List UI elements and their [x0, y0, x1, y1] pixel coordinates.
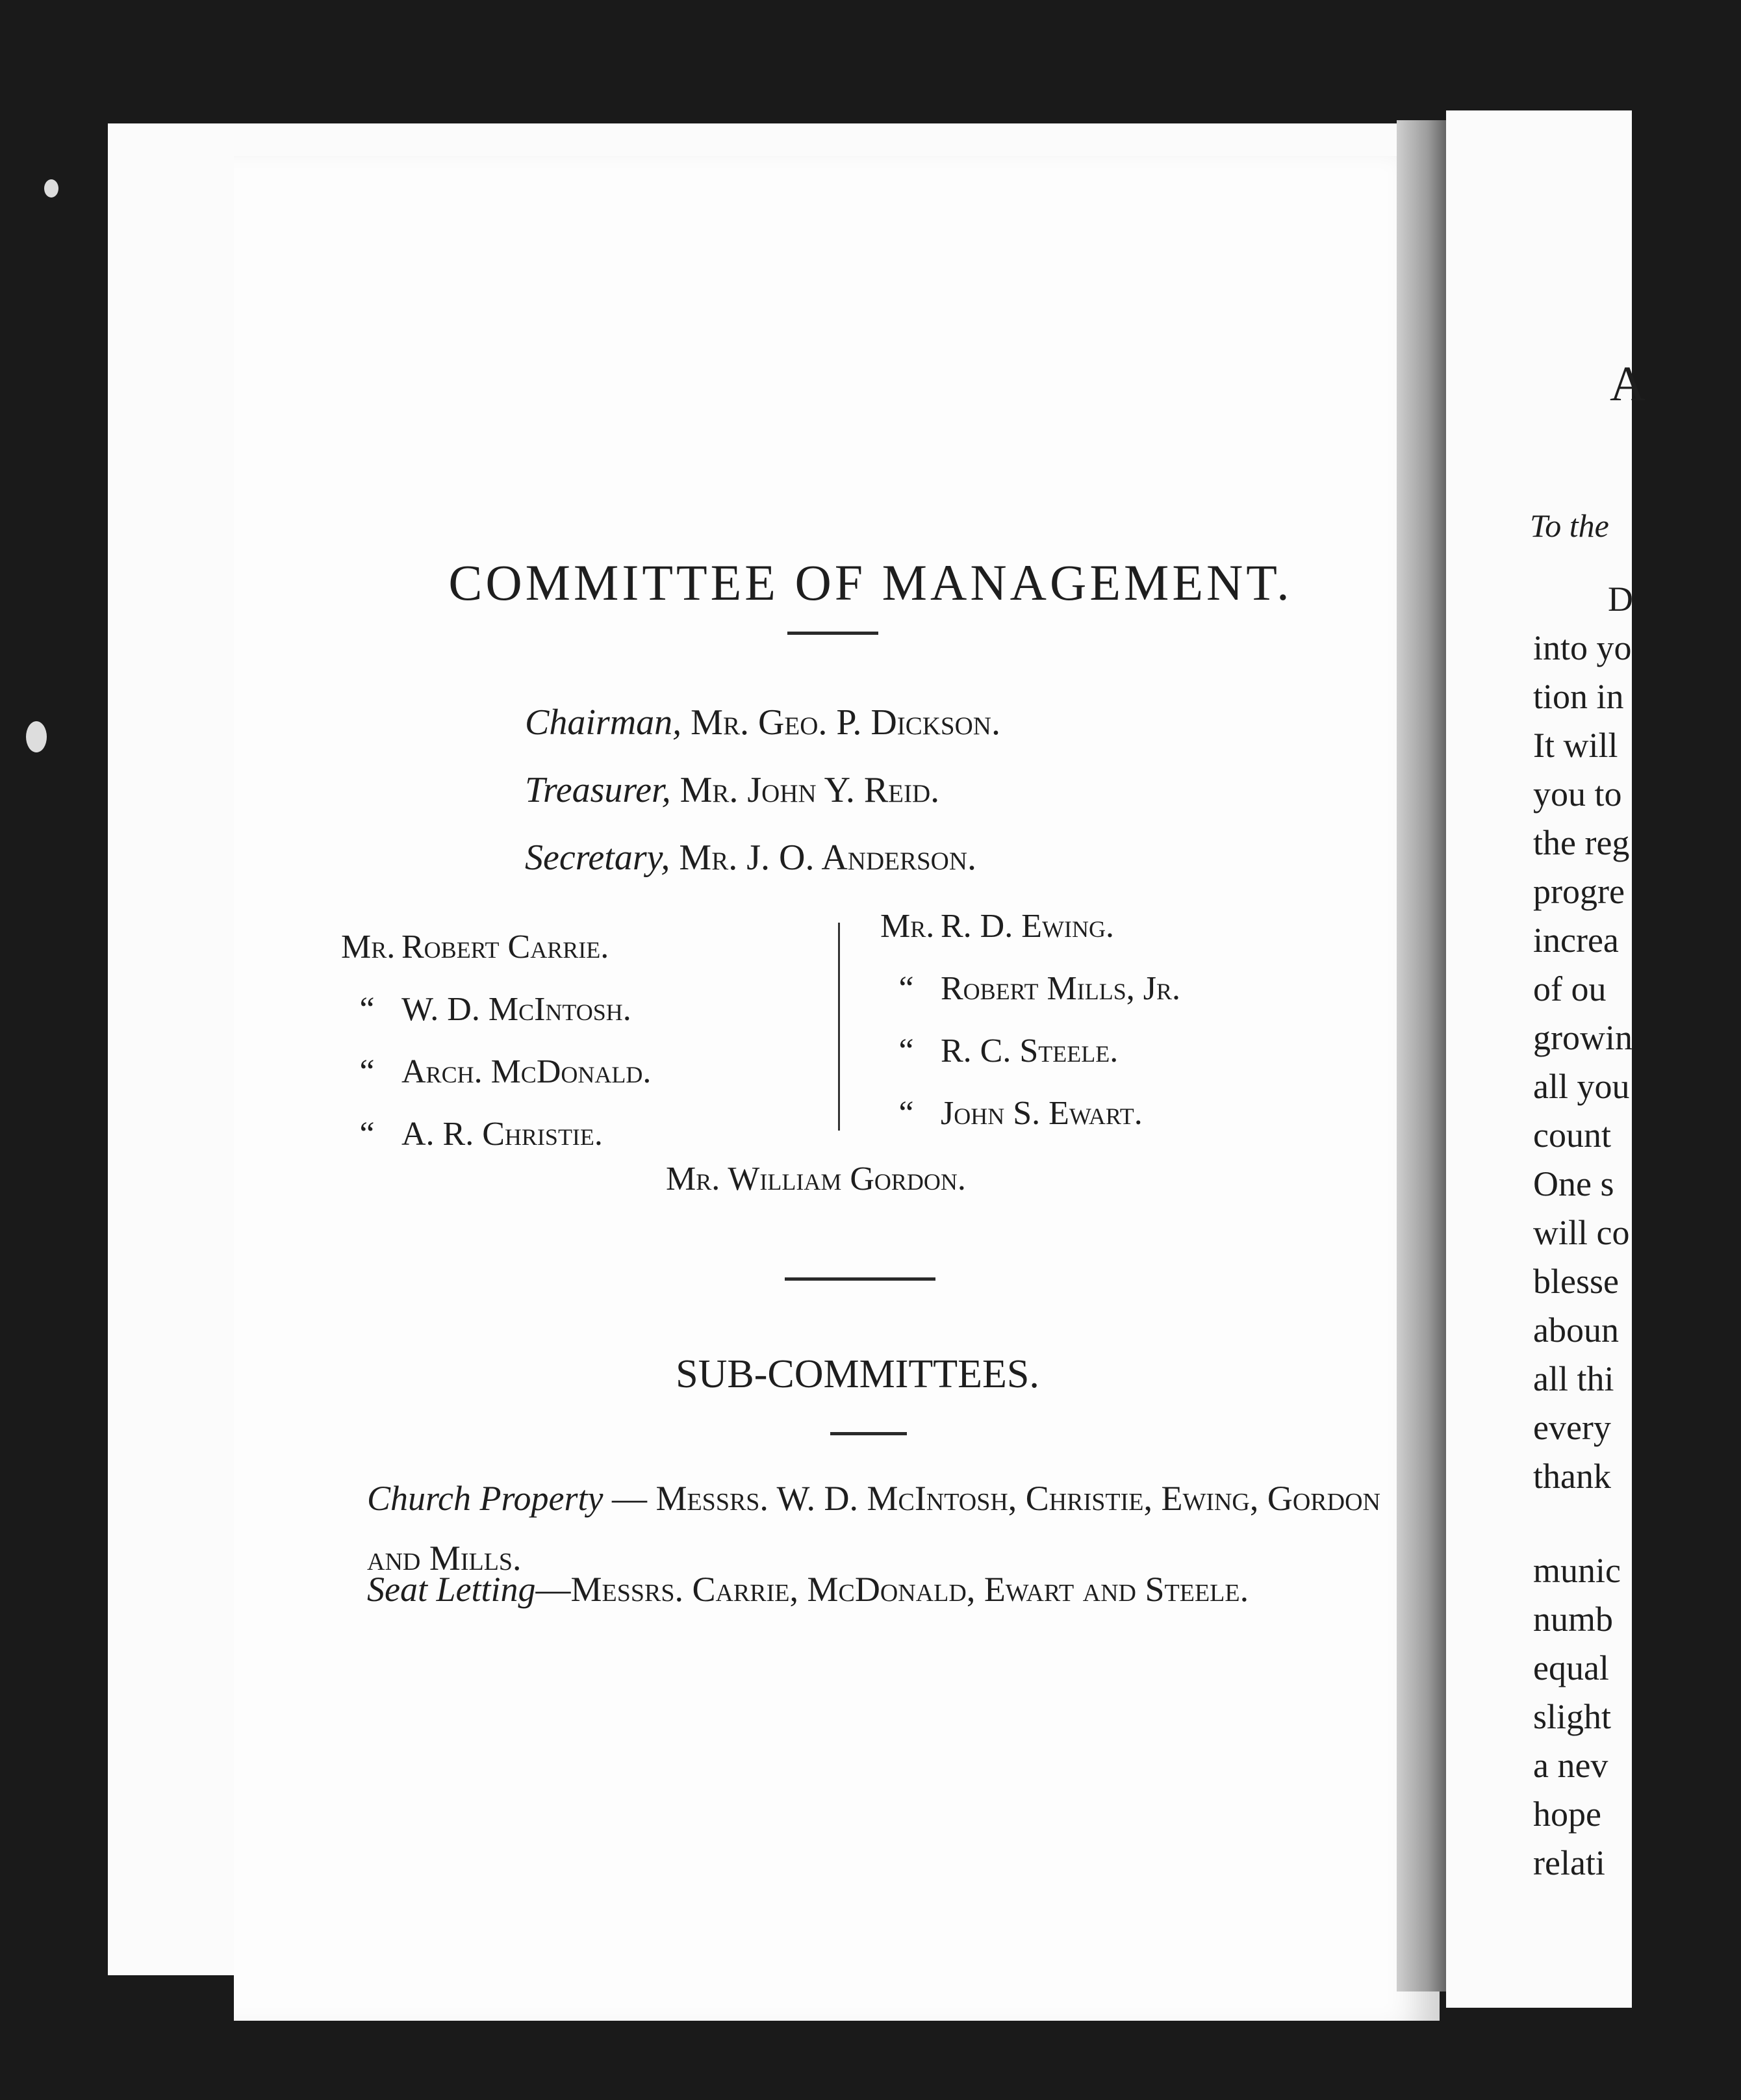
right-page-line: D: [1608, 580, 1633, 619]
right-page-line: growin: [1533, 1018, 1633, 1057]
right-page-line: increa: [1533, 921, 1619, 960]
right-page-line: of ou: [1533, 969, 1607, 1008]
book-gutter: [1397, 120, 1449, 1991]
right-page-line: a nev: [1533, 1746, 1608, 1785]
member-item: “ Robert Mills, Jr.: [898, 970, 1180, 1007]
member-item: “ W. D. McIntosh.: [359, 991, 631, 1028]
right-page-line: It will: [1533, 726, 1618, 765]
officer-secretary: Secretary, Mr. J. O. Anderson.: [525, 838, 976, 878]
right-page-line: all you: [1533, 1067, 1630, 1106]
officer-treasurer: Treasurer, Mr. John Y. Reid.: [525, 770, 940, 810]
subcommittees-title: SUB-COMMITTEES.: [676, 1352, 1039, 1396]
right-page-line: hope: [1533, 1795, 1601, 1834]
member-item: Mr. R. D. Ewing.: [880, 908, 1114, 945]
right-page-salutation: To the: [1530, 507, 1609, 544]
scan-speck: [26, 721, 47, 752]
right-page-line: every: [1533, 1408, 1611, 1447]
member-item: “ A. R. Christie.: [359, 1116, 603, 1153]
right-page-line: relati: [1533, 1843, 1605, 1882]
right-page-line: will co: [1533, 1213, 1630, 1252]
member-item: “ Arch. McDonald.: [359, 1053, 652, 1090]
right-page-line: tion in: [1533, 677, 1624, 716]
right-page-line: numb: [1533, 1600, 1614, 1639]
right-page-line: thank: [1533, 1457, 1611, 1496]
officer-chairman: Chairman, Mr. Geo. P. Dickson.: [525, 702, 1000, 743]
right-page-line: you to: [1533, 775, 1622, 813]
right-page-line: munic: [1533, 1551, 1621, 1590]
title-rule: [787, 632, 878, 635]
right-page-line: into yo: [1533, 628, 1632, 667]
subcommittee-seat-letting: Seat Letting—Messrs. Carrie, McDonald, Ewart and Steele.: [367, 1570, 1249, 1609]
right-page-line: aboun: [1533, 1311, 1619, 1350]
members-right-column: [880, 895, 1180, 1145]
member-item: “ John S. Ewart.: [898, 1095, 1143, 1132]
member-last: Mr. William Gordon.: [666, 1160, 966, 1197]
right-page-line: equal: [1533, 1648, 1609, 1687]
subtitle-rule: [830, 1432, 907, 1435]
member-item: “ R. C. Steele.: [898, 1032, 1119, 1069]
right-page-line: all thi: [1533, 1359, 1614, 1398]
column-divider: [838, 923, 840, 1131]
member-item: Mr. Robert Carrie.: [341, 928, 609, 966]
section-rule: [785, 1277, 935, 1281]
officers-list: [525, 689, 1000, 891]
members-left-column: [341, 916, 651, 1166]
scan-speck: [44, 179, 58, 198]
right-page-line: blesse: [1533, 1262, 1619, 1301]
right-page-line: count: [1533, 1116, 1611, 1155]
subcommittee-church-property: Church Property — Messrs. W. D. McIntosh, Christie, Ewing, Gordon and Mills.: [367, 1479, 1380, 1578]
right-page-line: the reg: [1533, 823, 1630, 862]
right-page-line: One s: [1533, 1164, 1614, 1203]
right-page-line: slight: [1533, 1697, 1612, 1736]
right-page-line: progre: [1533, 872, 1625, 911]
page-title: COMMITTEE OF MANAGEMENT.: [448, 554, 1293, 611]
right-page-header: A: [1610, 357, 1646, 411]
